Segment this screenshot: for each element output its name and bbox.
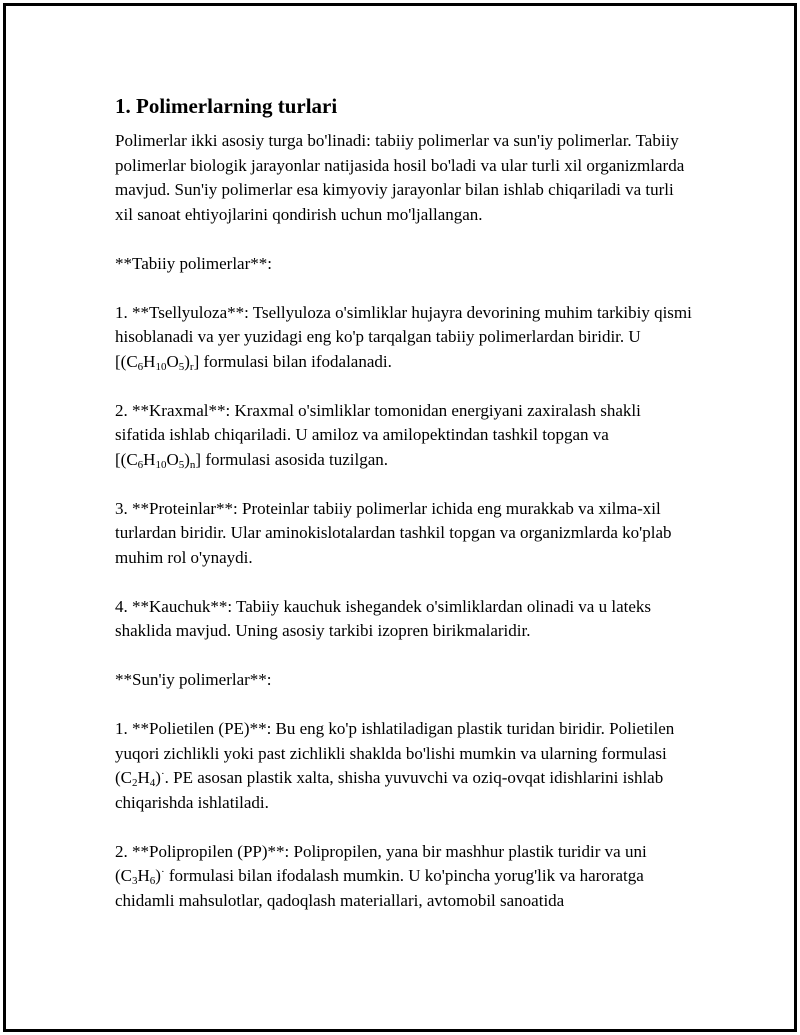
cellulose-paragraph: 1. **Tsellyuloza**: Tsellyuloza o'simliklar hujayra devorining muhim tarkibiy qismi hisoblanadi va yer yuzidagi eng ko'p tarqalgan tabiiy polimerlardan biridir. U $[(C_6H_{10}O_5)_r]$ formulasi bilan ifodalanadi. bbox=[115, 302, 692, 373]
proteins-paragraph: 3. **Proteinlar**: Proteinlar tabiiy polimerlar ichida eng murakkab va xilma-xil turlardan biridir. Ular aminokislotalardan tashkil topgan va organizmlarda ko'plab muhim rol o'ynaydi. bbox=[115, 498, 672, 567]
synthetic-polymers-heading: **Sun'iy polimerlar**: bbox=[115, 670, 272, 689]
section-heading: 1. Polimerlarning turlari bbox=[115, 94, 338, 118]
rubber-paragraph: 4. **Kauchuk**: Tabiiy kauchuk ishegandek o'simliklardan olinadi va u lateks shaklida mavjud. Uning asosiy tarkibi izopren birikmalaridir. bbox=[115, 596, 651, 640]
natural-polymers-heading: **Tabiiy polimerlar**: bbox=[115, 253, 272, 273]
document-body bbox=[115, 94, 695, 938]
starch-paragraph: 2. **Kraxmal**: Kraxmal o'simliklar tomonidan energiyani zaxiralash shakli sifatida ishlab chiqariladi. U amiloz va amilopektindan tashkil topgan va $[(C_6H_{10}O_5)_n]$ formulasi asosida tuzilgan. bbox=[115, 400, 641, 471]
polypropylene-paragraph: 2. **Polipropilen (PP)**: Polipropilen, yana bir mashhur plastik turidir va uni $(C_3H_6)^\cdot$ formulasi bilan ifodalash mumkin. U ko'pincha yorug'lik va haroratga chidamli mahsulotlar, qadoqlash materiallari, avtomobil sanoatida bbox=[115, 841, 647, 910]
polyethylene-paragraph: 1. **Polietilen (PE)**: Bu eng ko'p ishlatiladigan plastik turidan biridir. Polietilen yuqori zichlikli yoki past zichlikli shaklda bo'lishi mumkin va ularning formulasi $(C_2H_4)^\cdot$. PE asosan plastik xalta, shisha yuvuvchi va oziq-ovqat idishlarini ishlab chiqarishda ishlatiladi. bbox=[115, 719, 675, 812]
intro-paragraph: Polimerlar ikki asosiy turga bo'linadi: tabiiy polimerlar va sun'iy polimerlar. Tabiiy polimerlar biologik jarayonlar natijasida hosil bo'ladi va ular turli xil organizmlarda mavjud. Sun'iy polimerlar esa kimyoviy jarayonlar bilan ishlab chiqariladi va turli xil sanoat ehtiyojlarini qondirish uchun mo'ljallangan. bbox=[115, 131, 685, 224]
